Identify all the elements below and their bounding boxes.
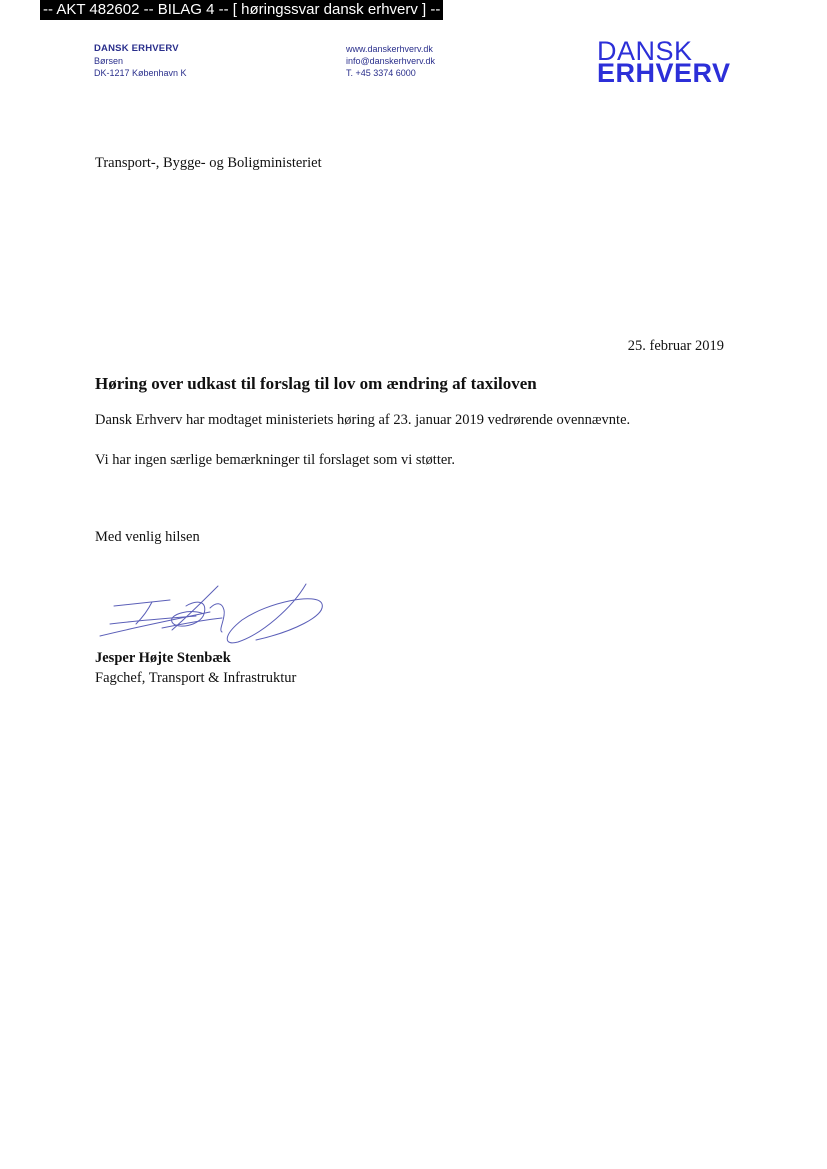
contact-email: info@danskerhverv.dk (346, 56, 436, 66)
logo-line1: DANSK (597, 36, 693, 66)
signer-title: Fagchef, Transport & Infrastruktur (95, 670, 297, 686)
body-paragraph: Dansk Erhverv har modtaget ministeriets høring af 23. januar 2019 vedrørende ovennævnte. (95, 412, 631, 428)
recipient: Transport-, Bygge- og Boligministeriet (95, 155, 322, 171)
handwritten-signature (92, 578, 332, 650)
letter-subject: Høring over udkast til forslag til lov om ændring af taxiloven (95, 374, 537, 393)
contact-block (346, 43, 435, 79)
closing-greeting: Med venlig hilsen (95, 529, 200, 545)
body-paragraph: Vi har ingen særlige bemærkninger til forslaget som vi støtter. (95, 452, 455, 468)
sender-organization: DANSK ERHVERV (94, 43, 179, 54)
contact-web: www.danskerhverv.dk (346, 44, 433, 54)
contact-phone: T. +45 3374 6000 (346, 68, 416, 78)
sender-address-line1: Børsen (94, 56, 124, 66)
sender-block (94, 43, 187, 79)
logo-line2: ERHVERV (597, 58, 731, 88)
company-logo (597, 36, 731, 88)
document-stamp: -- AKT 482602 -- BILAG 4 -- [ høringssvar dansk erhverv ] -- (40, 0, 443, 20)
letter-date: 25. februar 2019 (627, 338, 724, 354)
signer-name: Jesper Højte Stenbæk (95, 650, 231, 666)
sender-address-line2: DK-1217 København K (94, 68, 187, 78)
